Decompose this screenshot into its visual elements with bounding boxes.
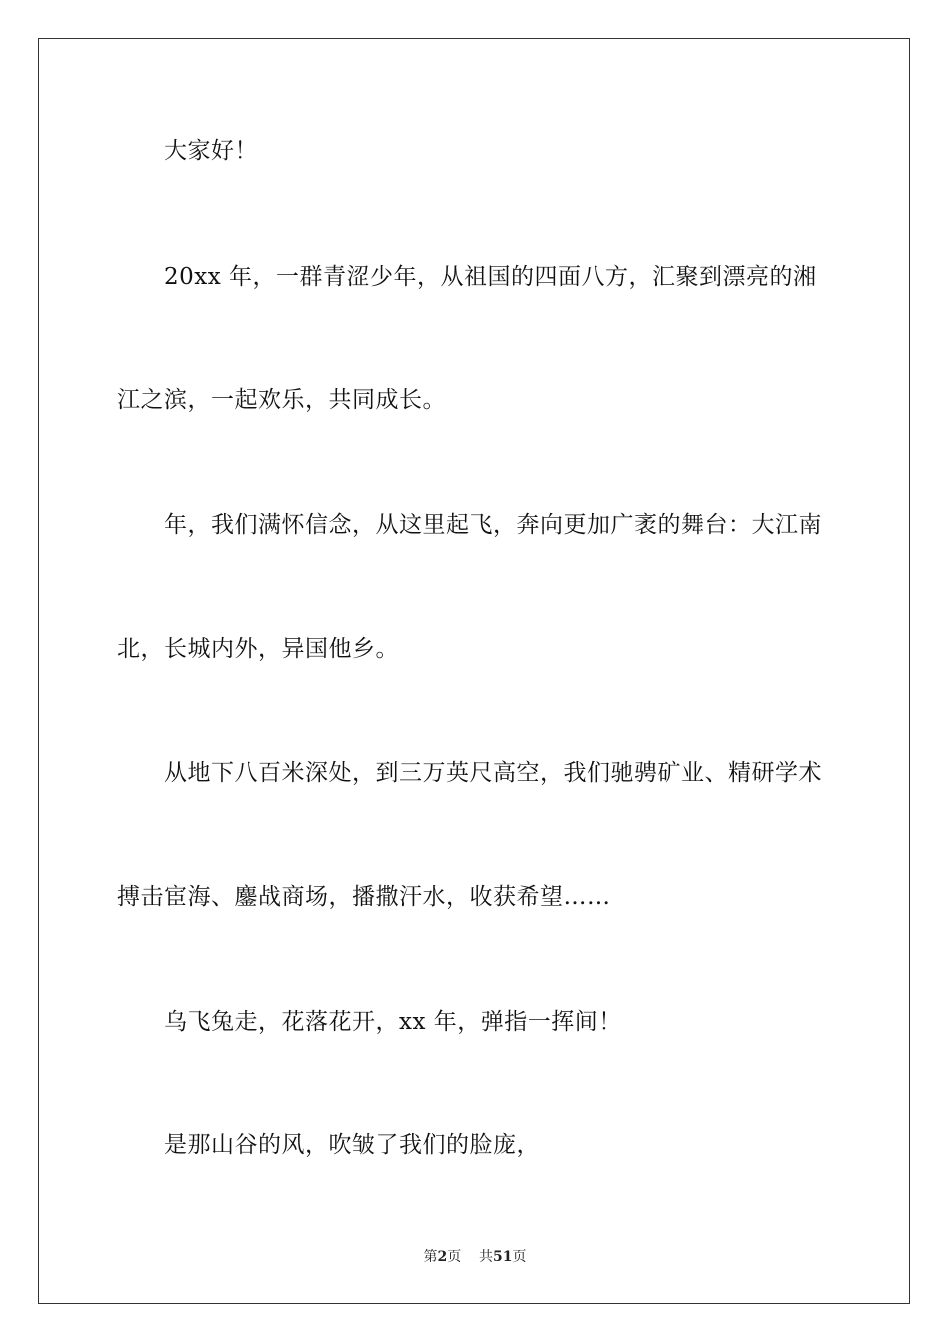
- paragraph-line-4: 年，我们满怀信念，从这里起飞，奔向更加广袤的舞台：大江南: [164, 512, 822, 538]
- paragraph-line-9: 是那山谷的风，吹皱了我们的脸庞，: [164, 1132, 540, 1158]
- footer-page-prefix: 第: [423, 1249, 438, 1265]
- footer-total-prefix: 共: [479, 1249, 494, 1265]
- paragraph-line-8: 乌飞兔走，花落花开，xx 年，弹指一挥间！: [164, 1009, 622, 1035]
- page-footer: [0, 1247, 950, 1267]
- footer-total-pages: 51: [493, 1249, 513, 1265]
- paragraph-line-6: 从地下八百米深处，到三万英尺高空，我们驰骋矿业、精研学术: [164, 760, 822, 786]
- paragraph-line-2: 20xx 年，一群青涩少年，从祖国的四面八方，汇聚到漂亮的湘: [164, 264, 817, 290]
- footer-page-unit: 页: [447, 1249, 462, 1265]
- footer-page-number: 2: [437, 1249, 448, 1265]
- paragraph-line-1: 大家好！: [164, 138, 258, 164]
- paragraph-line-5: 北，长城内外，异国他乡。: [117, 636, 399, 662]
- page-border: [38, 38, 910, 1304]
- paragraph-line-3: 江之滨，一起欢乐，共同成长。: [117, 387, 446, 413]
- footer-total-unit: 页: [512, 1249, 527, 1265]
- paragraph-line-7: 搏击宦海、鏖战商场，播撒汗水，收获希望……: [117, 884, 611, 910]
